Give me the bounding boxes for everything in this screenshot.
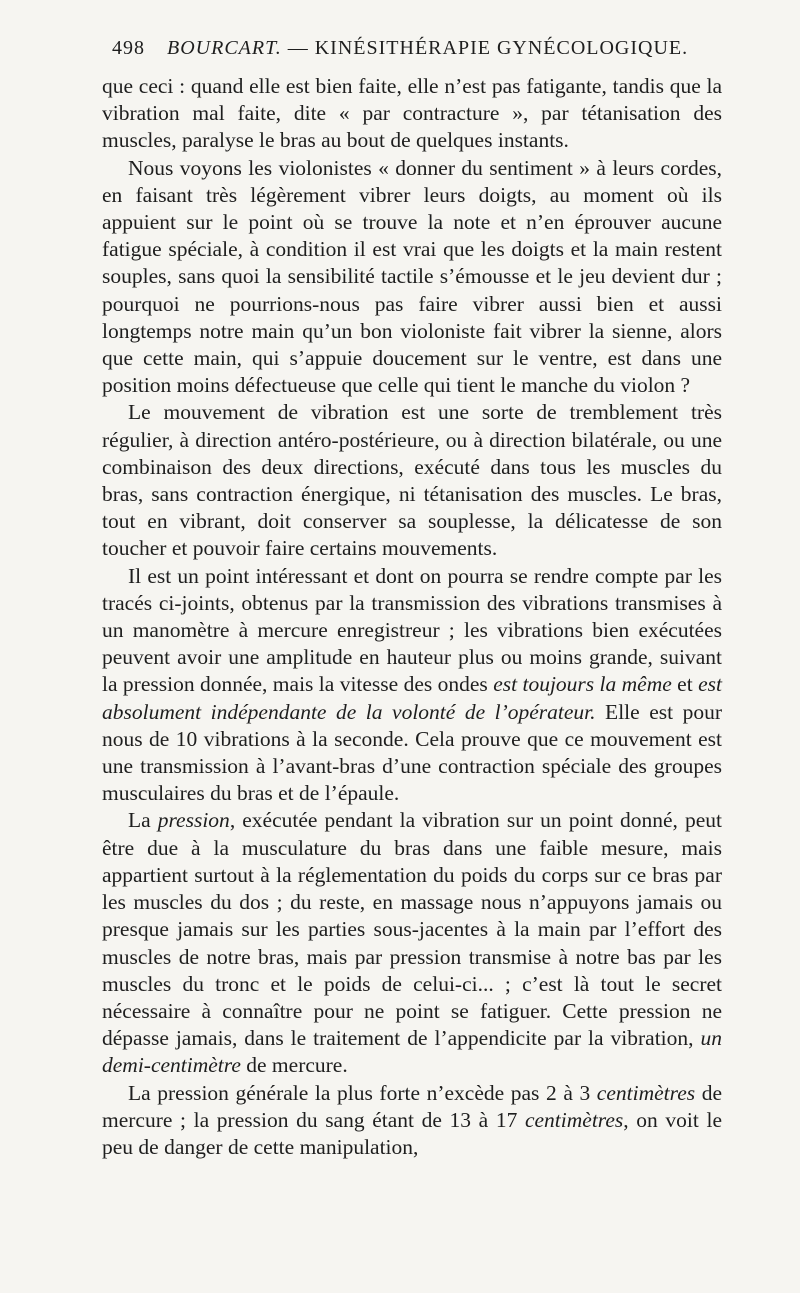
paragraph-text: , on voit le peu de danger de cette manipulation,	[102, 1107, 722, 1159]
paragraph-text: Nous voyons les violonistes « donner du sentiment » à leurs cordes, en faisant très légèrement vibrer leurs doigts, au moment où ils appuient sur le point où se trouve la note et n’en éprouver aucune fatigue spéciale, à condition il est vrai que les doigts et la main restent souples, sans quoi la sensibilité tactile s’émousse et le jeu devient dur ; pourquoi ne pourrions-nous pas faire vibrer aussi bien et aussi longtemps notre main qu’un bon violoniste fait vibrer la sienne, alors que cette main, qui s’appuie doucement sur le ventre, est dans une position moins défectueuse que celle qui tient le manche du violon ?	[102, 155, 722, 398]
paragraph-text: , exécutée pendant la vibration sur un point donné, peut être due à la musculature du bras dans une faible mesure, mais appartient surtout à la réglementation du poids du corps sur ce bras par les muscles du dos ; du reste, en massage nous n’appuyons jamais ou presque jamais sur les parties sous-jacentes à la main par l’effort des muscles de notre bras, mais par pression transmise à notre bas par les muscles du tronc et le poids de celui-ci... ; c’est là tout le secret nécessaire à connaître pour ne point se fatiguer. Cette pression ne dépasse jamais, dans le traitement de l’appendicite par la vibration,	[102, 808, 722, 1051]
paragraph-text: La	[128, 808, 158, 833]
italic-text: pression	[157, 808, 230, 833]
paragraph-text: La pression générale la plus forte n’excède pas 2 à 3	[128, 1080, 597, 1105]
header-title: KINÉSITHÉRAPIE GYNÉCOLOGIQUE.	[314, 37, 689, 59]
paragraph	[102, 1080, 722, 1162]
page-number: 498	[112, 37, 145, 59]
header-author: BOURCART.	[167, 37, 282, 59]
header-separator: —	[287, 37, 309, 59]
paragraph-text: et	[671, 672, 699, 697]
italic-text: centimètres	[524, 1107, 624, 1132]
paragraph	[102, 155, 722, 400]
page-body	[102, 73, 722, 1161]
paragraph-text: Le mouvement de vibration est une sorte de tremblement très régulier, à direction antéro-postérieure, ou à direction bilatérale, ou une combinaison des deux directions, exécuté dans tous les muscles du bras, sans contraction énergique, ni tétanisation des muscles. Le bras, tout en vibrant, doit conserver sa souplesse, la délicatesse de son toucher et pouvoir faire certains mouvements.	[102, 400, 722, 561]
paragraph-text: de mercure.	[240, 1053, 348, 1078]
italic-text: est absolument indépendante de la volonté de l’opérateur.	[102, 672, 722, 724]
italic-text: centimètres	[596, 1080, 696, 1105]
paragraph-text: Elle est pour nous de 10 vibrations à la seconde. Cela prouve que ce mouvement est une transmission à l’avant-bras d’une contraction spéciale des groupes musculaires du bras et de l’épaule.	[102, 699, 722, 806]
paragraph	[102, 807, 722, 1079]
paragraph	[102, 73, 722, 155]
italic-text: est toujours la même	[493, 672, 672, 697]
italic-text: un demi-centimètre	[102, 1026, 722, 1078]
paragraph-text: de mercure ; la pression du sang étant de 13 à 17	[102, 1080, 722, 1132]
paragraph-text: Il est un point intéressant et dont on pourra se rendre compte par les tracés ci-joints, obtenus par la transmission des vibrations transmises à un manomètre à mercure enregistreur ; les vibrations bien exécutées peuvent avoir une amplitude en hauteur plus ou moins grande, suivant la pression donnée, mais la vitesse des ondes	[102, 563, 722, 697]
running-header	[112, 37, 712, 60]
paragraph	[102, 399, 722, 562]
paragraph	[102, 563, 722, 808]
paragraph-text: que ceci : quand elle est bien faite, elle n’est pas fatigante, tandis que la vibration mal faite, dite « par contracture », par tétanisation des muscles, paralyse le bras au bout de quelques instants.	[102, 74, 722, 153]
